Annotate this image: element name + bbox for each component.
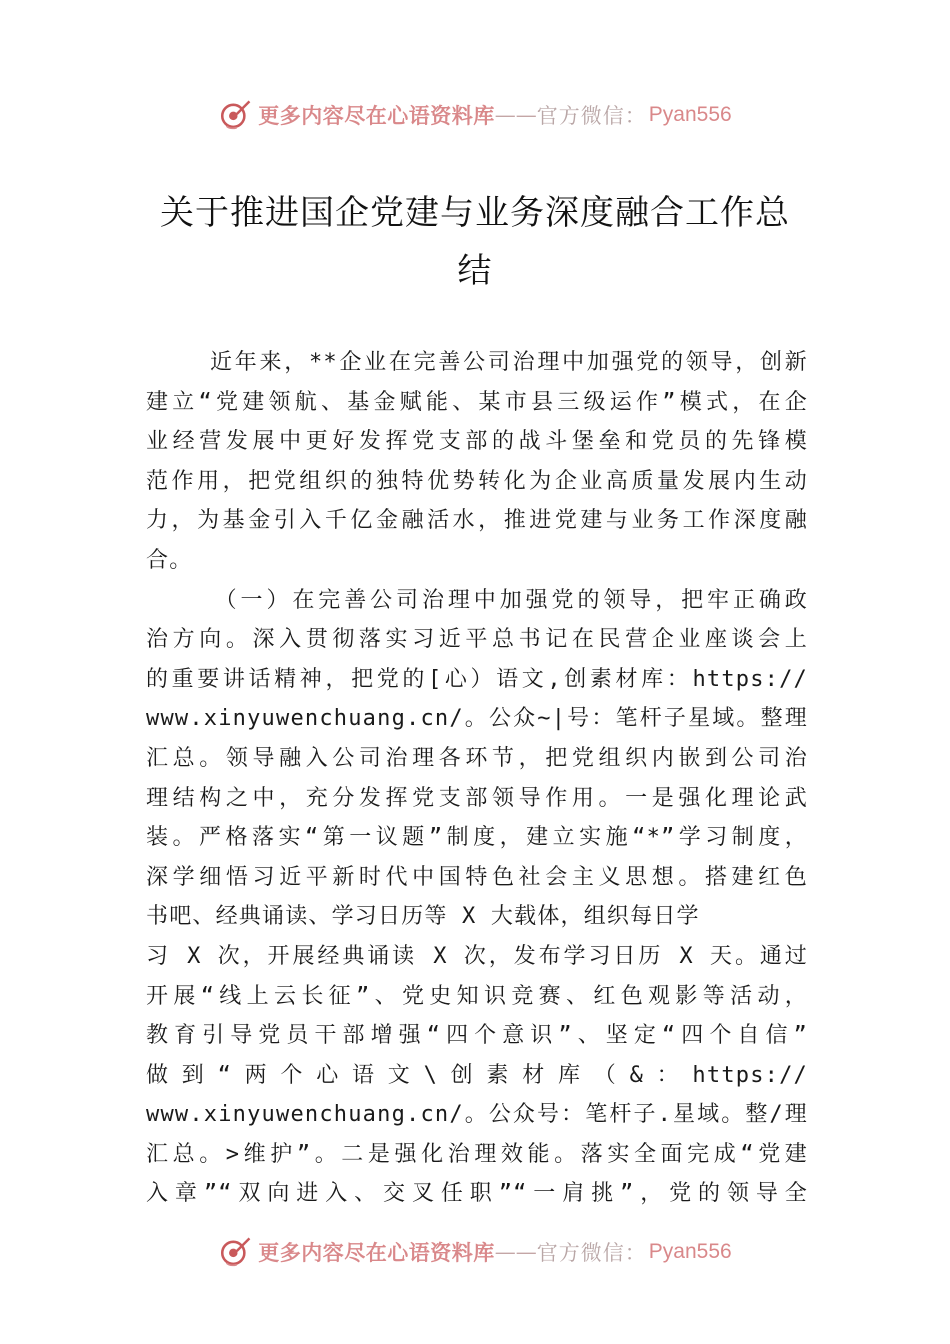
header-wechat-id: Pyan556 bbox=[648, 103, 732, 126]
text-line: 范作用，把党组织的独特优势转化为企业高质量发展内生动 bbox=[146, 468, 808, 494]
document-body bbox=[146, 343, 808, 1214]
footer-dash: —— bbox=[494, 1240, 537, 1264]
header-brand-text: 更多内容尽在心语资料库 bbox=[258, 103, 495, 128]
text-line: 做到“两个心语文\创素材库（&：https:// bbox=[146, 1062, 808, 1088]
text-line: 理结构之中，充分发挥党支部领导作用。一是强化理论武 bbox=[146, 785, 808, 811]
text-line: 业经营发展中更好发挥党支部的战斗堡垒和党员的先锋模 bbox=[146, 429, 808, 455]
text-line: 开展“线上云长征”、党史知识竞赛、红色观影等活动， bbox=[146, 983, 808, 1009]
footer-wechat-id: Pyan556 bbox=[648, 1240, 732, 1263]
text-line: 习 X 次，开展经典诵读 X 次，发布学习日历 X 天。通过 bbox=[146, 943, 808, 969]
text-line: 建立“党建领航、基金赋能、某市县三级运作”模式，在企 bbox=[146, 389, 808, 415]
text-line: 深学细悟习近平新时代中国特色社会主义思想。搭建红色 bbox=[146, 864, 808, 890]
title-line: 关于推进国企党建与业务深度融合工作总 bbox=[160, 193, 790, 233]
header-banner bbox=[0, 95, 950, 135]
text-line: （一）在完善公司治理中加强党的领导，把牢正确政 bbox=[146, 587, 808, 613]
document-title bbox=[130, 184, 820, 300]
text-line: 入章”“双向进入、交叉任职”“一肩挑”，党的领导全 bbox=[146, 1181, 808, 1207]
footer-brand-text: 更多内容尽在心语资料库 bbox=[258, 1240, 495, 1265]
footer-wechat-label: 官方微信： bbox=[536, 1241, 647, 1265]
text-line: 装。严格落实“第一议题”制度，建立实施“*”学习制度， bbox=[146, 825, 808, 851]
pen-logo-icon bbox=[218, 1235, 252, 1269]
header-wechat-label: 官方微信： bbox=[536, 104, 647, 128]
text-line: 合。 bbox=[146, 547, 193, 573]
text-line: 力，为基金引入千亿金融活水，推进党建与业务工作深度融 bbox=[146, 508, 808, 534]
pen-logo-icon bbox=[218, 98, 252, 132]
text-line: 教育引导党员干部增强“四个意识”、坚定“四个自信” bbox=[146, 1023, 808, 1049]
text-line: www.xinyuwenchuang.cn/。公众号：笔杆子.星域。整/理 bbox=[146, 1102, 808, 1128]
text-line: 的重要讲话精神，把党的[心）语文,创素材库：https:// bbox=[146, 666, 808, 692]
text-line: 治方向。深入贯彻落实习近平总书记在民营企业座谈会上 bbox=[146, 627, 808, 653]
footer-banner bbox=[0, 1232, 950, 1272]
text-line: 汇总。>维护”。二是强化治理效能。落实全面完成“党建 bbox=[146, 1141, 808, 1167]
text-line: www.xinyuwenchuang.cn/。公众~|号：笔杆子星域。整理 bbox=[146, 706, 808, 732]
text-line: 书吧、经典诵读、学习日历等 X 大载体，组织每日学 bbox=[146, 904, 700, 930]
text-line: 汇总。领导融入公司治理各环节，把党组织内嵌到公司治 bbox=[146, 745, 808, 771]
header-dash: —— bbox=[494, 103, 537, 127]
title-line: 结 bbox=[457, 251, 493, 291]
text-line: 近年来，**企业在完善公司治理中加强党的领导，创新 bbox=[146, 350, 808, 375]
